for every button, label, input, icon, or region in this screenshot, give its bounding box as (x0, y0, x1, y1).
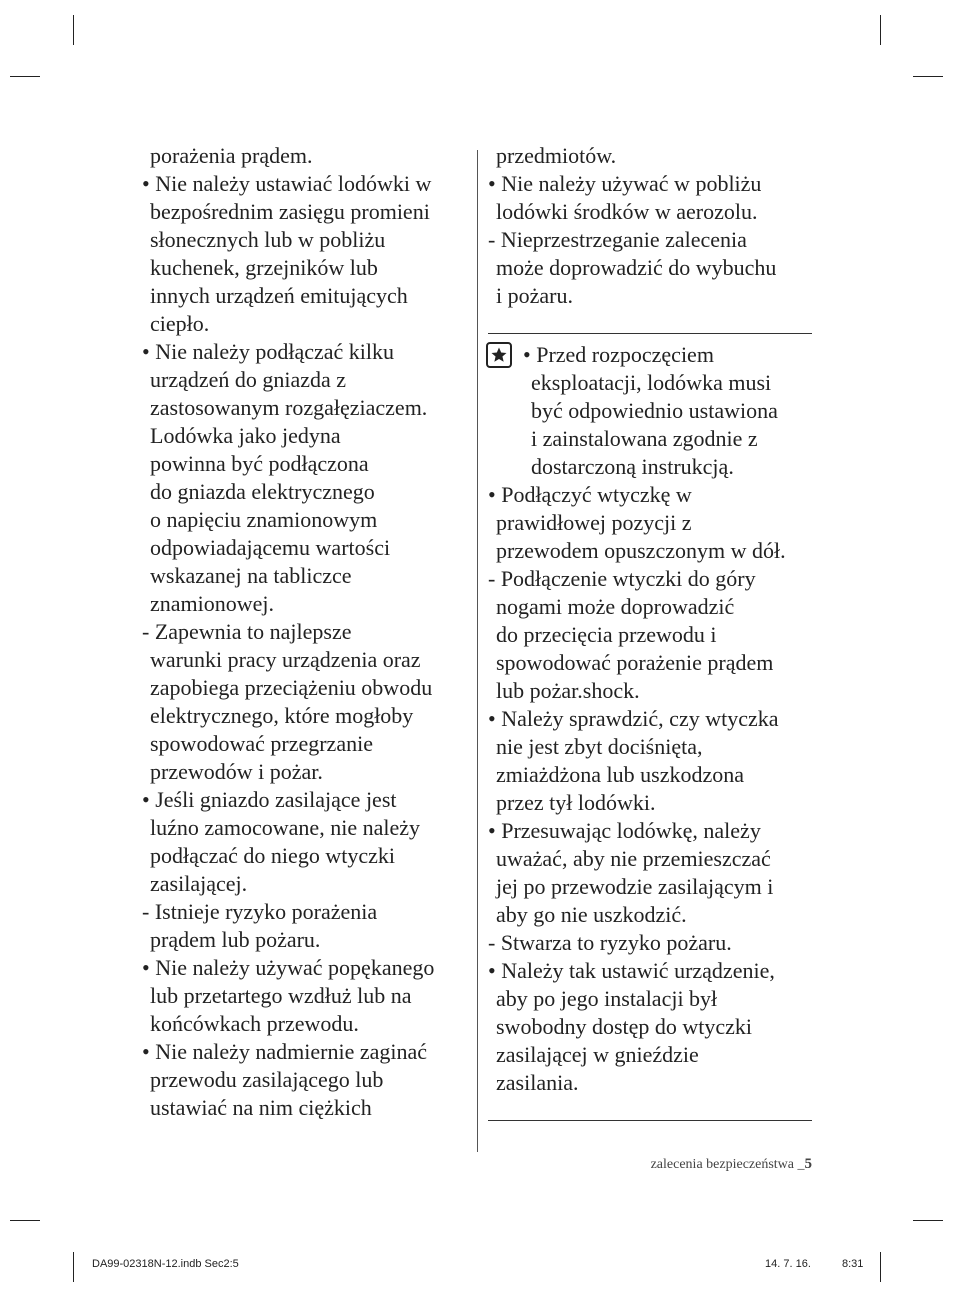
text-line: elektrycznego, które mogłoby (150, 703, 414, 728)
text-line: - Nieprzestrzeganie zalecenia (488, 227, 747, 252)
text-line: zasilania. (496, 1070, 579, 1095)
text-line: lodówki środków w aerozolu. (496, 199, 758, 224)
right-column-bottom (488, 481, 818, 1097)
text-line: być odpowiednio ustawiona (531, 398, 778, 423)
text-line: • Nie należy używać popękanego (142, 955, 435, 980)
text-line: do przecięcia przewodu i (496, 622, 717, 647)
text-line: • Podłączyć wtyczkę w (488, 482, 692, 507)
text-line: • Jeśli gniazdo zasilające jest (142, 787, 397, 812)
text-line: odpowiadającemu wartości (150, 535, 391, 560)
text-line: jej po przewodzie zasilającym i (496, 874, 774, 899)
text-line: uważać, aby nie przemieszczać (496, 846, 771, 871)
text-line: • Należy tak ustawić urządzenie, (488, 958, 775, 983)
left-column (142, 142, 472, 1122)
text-line: - Stwarza to ryzyko pożaru. (488, 930, 732, 955)
text-line: • Nie należy nadmiernie zaginać (142, 1039, 428, 1064)
text-line: innych urządzeń emitujących (150, 283, 408, 308)
text-line: bezpośrednim zasięgu promieni (150, 199, 430, 224)
text-line: wskazanej na tabliczce (150, 563, 352, 588)
text-line: przewodów i pożar. (150, 759, 323, 784)
text-line: lub przetartego wzdłuż lub na (150, 983, 412, 1008)
text-line: • Przesuwając lodówkę, należy (488, 818, 761, 843)
text-line: ciepło. (150, 311, 210, 336)
text-line: kuchenek, grzejników lub (150, 255, 378, 280)
text-line: swobodny dostęp do wtyczki (496, 1014, 753, 1039)
text-line: nogami może doprowadzić (496, 594, 735, 619)
crop-mark (913, 76, 943, 77)
star-note-icon (486, 342, 512, 368)
text-line: zasilającej. (150, 871, 248, 896)
text-line: nie jest zbyt dociśnięta, (496, 734, 703, 759)
text-line: znamionowej. (150, 591, 275, 616)
text-line: zmiażdżona lub uszkodzona (496, 762, 745, 787)
text-line: końcówkach przewodu. (150, 1011, 359, 1036)
slug-date: 14. 7. 16. (765, 1258, 811, 1270)
text-line: słonecznych lub w pobliżu (150, 227, 386, 252)
page-footer (651, 1156, 812, 1173)
text-line: - Podłączenie wtyczki do góry (488, 566, 756, 591)
text-line: prawidłowej pozycji z (496, 510, 692, 535)
text-line: przedmiotów. (496, 143, 617, 168)
page-number: 5 (804, 1156, 812, 1172)
text-line: • Przed rozpoczęciem (523, 342, 714, 367)
text-line: - Istnieje ryzyko porażenia (142, 899, 378, 924)
text-line: • Nie należy podłączać kilku (142, 339, 395, 364)
footer-section-title: zalecenia bezpieczeństwa _ (650, 1157, 805, 1172)
text-line: luźno zamocowane, nie należy (150, 815, 420, 840)
crop-mark (10, 1220, 40, 1221)
note-top-rule (488, 333, 812, 334)
text-line: urządzeń do gniazda z (150, 367, 347, 392)
text-line: zasilającej w gnieździe (496, 1042, 699, 1067)
crop-mark (880, 15, 881, 45)
text-line: • Nie należy używać w pobliżu (488, 171, 762, 196)
text-line: aby po jego instalacji był (496, 986, 718, 1011)
crop-mark (10, 76, 40, 77)
text-line: ustawiać na nim ciężkich (150, 1095, 372, 1120)
text-line: lub pożar.shock. (496, 678, 640, 703)
text-line: prądem lub pożaru. (150, 927, 321, 952)
text-line: o napięciu znamionowym (150, 507, 378, 532)
text-line: zastosowanym rozgałęziaczem. (150, 395, 428, 420)
slug-time: 8:31 (842, 1258, 864, 1270)
text-line: aby go nie uszkodzić. (496, 902, 687, 927)
text-line: do gniazda elektrycznego (150, 479, 375, 504)
text-line: przewodu zasilającego lub (150, 1067, 384, 1092)
text-line: spowodować przegrzanie (150, 731, 373, 756)
text-line: Lodówka jako jedyna (150, 423, 341, 448)
text-line: spowodować porażenie prądem (496, 650, 774, 675)
text-line: powinna być podłączona (150, 451, 369, 476)
text-line: przez tył lodówki. (496, 790, 656, 815)
text-line: i pożaru. (496, 283, 573, 308)
text-line: warunki pracy urządzenia oraz (150, 647, 421, 672)
bottom-rule (488, 1120, 812, 1121)
text-line: • Nie należy ustawiać lodówki w (142, 171, 432, 196)
column-divider (477, 150, 478, 1152)
text-line: przewodem opuszczonym w dół. (496, 538, 786, 563)
text-line: i zainstalowana zgodnie z (531, 426, 758, 451)
right-column-top (488, 142, 818, 310)
text-line: • Należy sprawdzić, czy wtyczka (488, 706, 779, 731)
note-text (523, 341, 823, 481)
crop-mark (73, 1252, 74, 1282)
text-line: eksploatacji, lodówka musi (531, 370, 772, 395)
slug-file: DA99-02318N-12.indb Sec2:5 (92, 1258, 239, 1270)
text-line: porażenia prądem. (150, 143, 313, 168)
text-line: może doprowadzić do wybuchu (496, 255, 777, 280)
crop-mark (913, 1220, 943, 1221)
text-line: zapobiega przeciążeniu obwodu (150, 675, 433, 700)
text-line: dostarczoną instrukcją. (531, 454, 734, 479)
text-line: - Zapewnia to najlepsze (142, 619, 352, 644)
text-line: podłączać do niego wtyczki (150, 843, 395, 868)
crop-mark (73, 15, 74, 45)
crop-mark (880, 1252, 881, 1282)
